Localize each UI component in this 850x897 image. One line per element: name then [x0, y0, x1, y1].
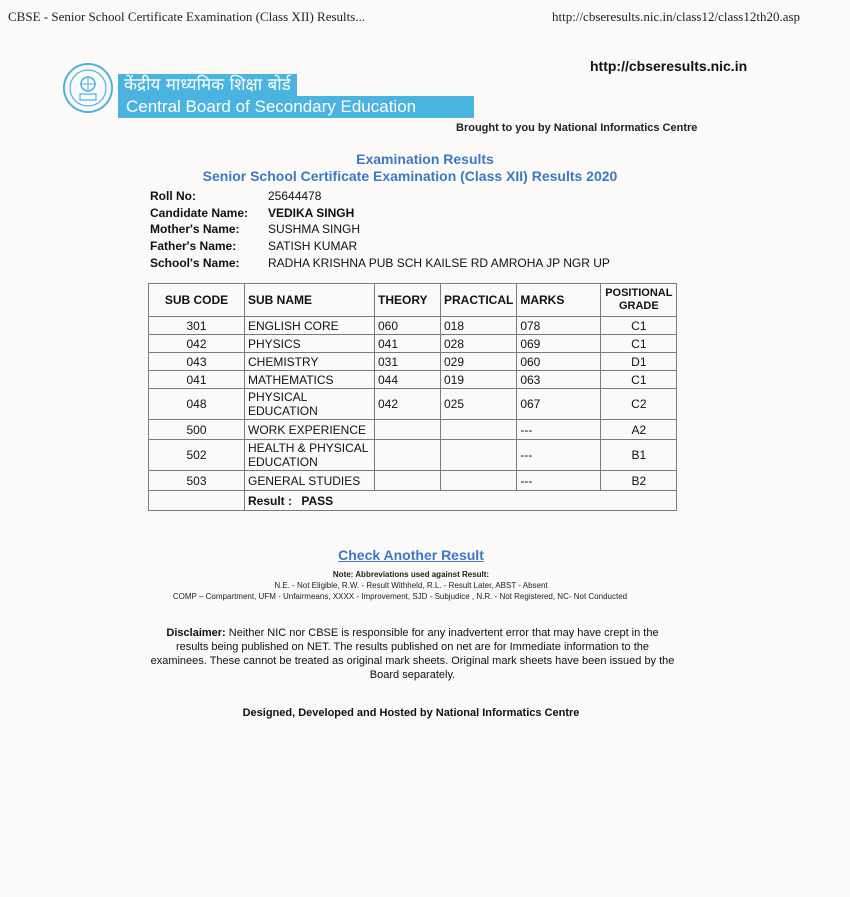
result-spacer: [149, 491, 245, 511]
grade: A2: [601, 420, 677, 440]
table-row: [149, 371, 677, 389]
brought-by-text: Brought to you by National Informatics Centre: [456, 122, 698, 134]
sub-code: 503: [149, 471, 245, 491]
sub-name: PHYSICAL EDUCATION: [245, 389, 375, 420]
theory-marks: 060: [375, 317, 441, 335]
school-name-label: School's Name:: [150, 256, 240, 270]
theory-marks: 044: [375, 371, 441, 389]
candidate-name-value: VEDIKA SINGH: [268, 206, 355, 220]
table-row: [149, 353, 677, 371]
total-marks: 067: [517, 389, 601, 420]
table-header-row: [149, 284, 677, 317]
total-marks: ---: [517, 471, 601, 491]
grade: B2: [601, 471, 677, 491]
total-marks: ---: [517, 440, 601, 471]
note-line-2: COMP – Compartment, UFM - Unfairmeans, XXXX - Improvement, SJD - Subjudice , N.R. - Not Registered, NC- Not Conducted: [172, 592, 628, 601]
grade: C1: [601, 317, 677, 335]
sub-code: 042: [149, 335, 245, 353]
print-page-url: http://cbseresults.nic.in/class12/class12th20.asp: [552, 9, 801, 24]
school-name-value: RADHA KRISHNA PUB SCH KAILSE RD AMROHA JP NGR UP: [268, 256, 610, 270]
theory-marks: [375, 440, 441, 471]
disclaimer: [150, 626, 675, 682]
sub-name: HEALTH & PHYSICAL EDUCATION: [245, 440, 375, 471]
sub-name: GENERAL STUDIES: [245, 471, 375, 491]
candidate-name-label: Candidate Name:: [150, 206, 249, 220]
header-practical: PRACTICAL: [441, 284, 517, 317]
page-subtitle: Senior School Certificate Examination (Class XII) Results 2020: [202, 168, 618, 184]
site-link[interactable]: http://cbseresults.nic.in: [590, 58, 748, 74]
disclaimer-text: Neither NIC nor CBSE is responsible for any inadvertent error that may have crept in the results being published on NET. The results published on net are for Immediate information to the examinees. These cannot be treated as original mark sheets. Original mark sheets have been issued by the Board separately.: [150, 627, 675, 681]
grade: C1: [601, 335, 677, 353]
grade: D1: [601, 353, 677, 371]
header-theory: THEORY: [375, 284, 441, 317]
roll-no-label: Roll No:: [150, 189, 196, 203]
check-another-result-link[interactable]: Check Another Result: [338, 547, 484, 563]
table-row: [149, 335, 677, 353]
theory-marks: 042: [375, 389, 441, 420]
theory-marks: 031: [375, 353, 441, 371]
header-positional-grade: POSITIONAL GRADE: [601, 284, 677, 317]
grade: B1: [601, 440, 677, 471]
marks-table: [148, 283, 677, 511]
practical-marks: 019: [441, 371, 517, 389]
mother-name-label: Mother's Name:: [150, 222, 240, 236]
sub-name: CHEMISTRY: [245, 353, 375, 371]
total-marks: ---: [517, 420, 601, 440]
result-label: Result :: [248, 493, 293, 508]
practical-marks: 028: [441, 335, 517, 353]
sub-code: 500: [149, 420, 245, 440]
note-title: Note: Abbreviations used against Result:: [332, 570, 490, 579]
practical-marks: [441, 420, 517, 440]
header-sub-name: SUB NAME: [245, 284, 375, 317]
table-row: [149, 317, 677, 335]
banner-hindi: केंद्रीय माध्यमिक शिक्षा बोर्ड: [118, 74, 297, 96]
practical-marks: 029: [441, 353, 517, 371]
cbse-emblem-icon: [62, 62, 114, 114]
grade: C1: [601, 371, 677, 389]
total-marks: 069: [517, 335, 601, 353]
sub-name: WORK EXPERIENCE: [245, 420, 375, 440]
practical-marks: [441, 440, 517, 471]
practical-marks: [441, 471, 517, 491]
practical-marks: 018: [441, 317, 517, 335]
header-marks: MARKS: [517, 284, 601, 317]
note-line-1: N.E. - Not Eligible, R.W. - Result Withheld, R.L. - Result Later, ABST - Absent: [274, 581, 548, 590]
practical-marks: 025: [441, 389, 517, 420]
table-row: [149, 420, 677, 440]
grade: C2: [601, 389, 677, 420]
table-row: [149, 389, 677, 420]
sub-code: 043: [149, 353, 245, 371]
total-marks: 060: [517, 353, 601, 371]
disclaimer-label: Disclaimer:: [166, 627, 226, 639]
total-marks: 078: [517, 317, 601, 335]
sub-code: 048: [149, 389, 245, 420]
sub-name: ENGLISH CORE: [245, 317, 375, 335]
father-name-label: Father's Name:: [150, 239, 237, 253]
sub-name: MATHEMATICS: [245, 371, 375, 389]
banner-english: Central Board of Secondary Education: [118, 96, 474, 118]
roll-no-value: 25644478: [268, 189, 322, 203]
result-row: [149, 491, 677, 511]
sub-code: 301: [149, 317, 245, 335]
total-marks: 063: [517, 371, 601, 389]
theory-marks: 041: [375, 335, 441, 353]
theory-marks: [375, 471, 441, 491]
header-sub-code: SUB CODE: [149, 284, 245, 317]
designed-by-footer: Designed, Developed and Hosted by National Informatics Centre: [242, 707, 580, 719]
result-cell: [245, 491, 677, 511]
page-title: Examination Results: [356, 151, 494, 167]
table-row: [149, 440, 677, 471]
table-row: [149, 471, 677, 491]
sub-code: 041: [149, 371, 245, 389]
father-name-value: SATISH KUMAR: [268, 239, 358, 253]
sub-name: PHYSICS: [245, 335, 375, 353]
theory-marks: [375, 420, 441, 440]
print-page-title: CBSE - Senior School Certificate Examination (Class XII) Results...: [8, 9, 366, 24]
mother-name-value: SUSHMA SINGH: [268, 222, 361, 236]
sub-code: 502: [149, 440, 245, 471]
result-value: PASS: [301, 493, 334, 508]
